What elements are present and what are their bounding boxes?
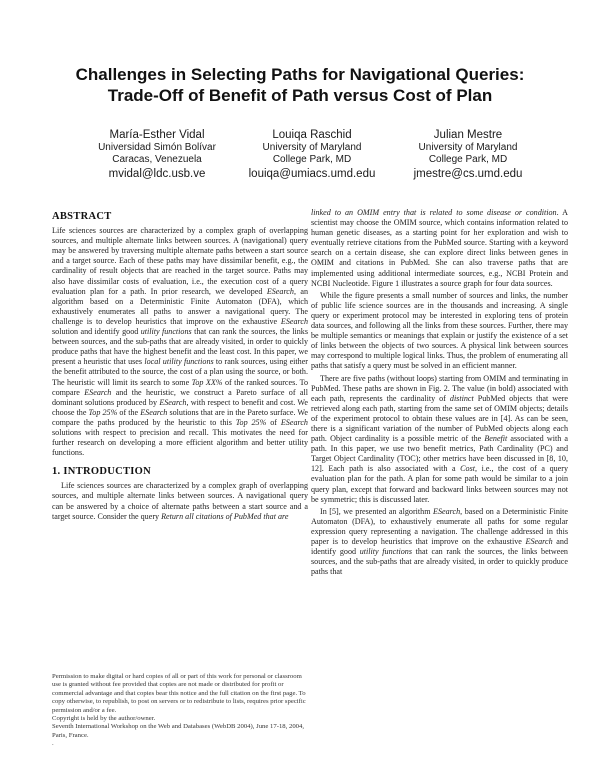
author-name: Louiqa Raschid [272,129,352,141]
body-paragraph: There are five paths (without loops) starting from OMIM and terminating in PubMed. These paths are shown in Fig. 2. The value (in bold) associated with each path, represents the cardinality of distinct PubMed objects that were retrieved along each path, starting from the same set of OMIM objects; details of the experiment protocol to obtain these values are in [4]. As can be seen, there is a significant variation of the number of PubMed objects along each path. Object cardinality is a possible metric of the Benefit associated with a path. In this paper, we use two benefit metrics, Path Cardinality (PC) and Target Object Cardinality (TOC); other metrics have been discussed in [8, 10, 12]. Each path is also associated with a Cost, i.e., the cost of a query evaluation plan for the path. A plan for some path would be similar to a join query plan, except that forward and backward links between sources may not be symmetric; this is discussed later. [311,373,568,504]
introduction-paragraph: Life sciences sources are characterized by a complex graph of overlapping sources, and multiple alternate links between sources. A navigational query can be answered by a choice of alternate paths between a start source and a target source. Consider the query Return all citations of PubMed that are [52,481,308,521]
author-email: mvidal@ldc.usb.ve [108,168,206,180]
footnote-dot: . [52,740,54,748]
body-paragraph: In [5], we presented an algorithm ESearch, based on a Deterministic Finite Automaton (DFA), to exhaustively enumerate all paths for some regular expression query representing a navigation. The challenge addressed in this paper is to develop heuristics that improve on the exhaustive ESearch and identify good utility functions that can rank the sources, the links between sources, and the sub-paths that are already visited, in order to quickly produce paths that [311,506,568,577]
right-column [311,208,568,577]
venue-line: Seventh International Workshop on the Web and Databases (WebDB 2004), June 17-18, 2004, Paris, France. [52,723,305,739]
paper-title [40,64,560,106]
author-name: María-Esther Vidal [109,129,205,141]
permission-notice: Permission to make digital or hard copies of all or part of this work for personal or classroom use is granted without fee provided that copies are not made or distributed for profit or commercial advantage and that copies bear this notice and the full citation on the first page. To copy otherwise, to republish, to post on servers or to redistribute to lists, requires prior specific permission and/or a fee. [52,673,306,714]
author-affiliation: Universidad Simón Bolívar [98,142,216,153]
body-paragraph: While the figure presents a small number of sources and links, the number of public life science sources are in the thousands and increasing. A single query or experiment protocol may be interested in exploring tens of protein data sources, and following all the links from these sources. Further, there may be multiple semantics or meanings that explain or justify the existence of a set of links between the objects of two sources. A physical link between sources may correspond to multiple logical links. Thus, the problem of enumerating all paths that satisfy a query must be solved in an efficient manner. [311,290,568,371]
author-email: jmestre@cs.umd.edu [413,168,523,180]
author-location: College Park, MD [272,153,352,165]
left-column [52,212,308,522]
author-block-3 [378,128,558,181]
title-line-2: Trade-Off of Benefit of Path versus Cost of Plan [107,86,493,105]
author-block-1 [67,128,247,181]
copyright-line: Copyright is held by the author/owner. [52,715,156,723]
abstract-paragraph: Life sciences sources are characterized by a complex graph of overlapping sources, and multiple alternate links between sources. A (navigational) query may be answered by traversing multiple alternate paths between a start source and a target source. Each of these paths may have dissimilar benefit, e.g., the cardinality of result objects that are reached in the target source. Paths may also have dissimilar costs of evaluation, i.e., the execution cost of a query evaluation plan for a path. In prior research, we developed ESearch, an algorithm based on a Deterministic Finite Automaton (DFA), which exhaustively enumerates all paths to answer a navigational query. The challenge is to develop heuristics that improve on the exhaustive ESearch solution and identify good utility functions that can rank the sources, the links between sources, and the sub-paths that are already visited, in order to quickly produce paths that have the highest benefit and the least cost. In this paper, we present a heuristic that uses local utility functions to rank sources, using either the benefit attributed to the source, the cost of a plan using the source, or both. The heuristic will limit its search to some Top XX% of the ranked sources. To compare ESearch and the heuristic, we construct a Pareto surface of all dominant solutions produced by ESearch, with respect to benefit and cost. We choose the Top 25% of the ESearch solutions that are in the Pareto surface. We compare the paths produced by the heuristic to this Top 25% of ESearch solutions with respect to precision and recall. This motivates the need for further research on developing a more efficient algorithm and better utility functions. [52,226,309,458]
author-name: Julian Mestre [433,129,503,141]
introduction-heading: 1. INTRODUCTION [52,466,152,478]
author-block-2 [222,128,402,181]
copyright-footnote [52,673,308,749]
author-location: Caracas, Venezuela [112,153,202,165]
title-line-1: Challenges in Selecting Paths for Navigational Queries: [75,65,525,84]
author-affiliation: University of Maryland [418,142,518,153]
author-affiliation: University of Maryland [262,142,362,153]
author-location: College Park, MD [428,153,508,165]
abstract-heading: ABSTRACT [52,211,112,222]
author-email: louiqa@umiacs.umd.edu [248,168,376,180]
body-paragraph: linked to an OMIM entry that is related to some disease or condition. A scientist may choose the OMIM source, which contains information related to human genetic diseases, as a starting point for her exploration and wish to eventually retrieve citations from the PubMed source. Starting with a keyword search on a certain disease, she can explore direct links between genes in OMIM and citations in PubMed. She can also traverse paths that are implemented using additional intermediate sources, e.g., NCBI Protein and NCBI Nucleotide. Figure 1 illustrates a source graph for four data sources. [311,208,568,288]
